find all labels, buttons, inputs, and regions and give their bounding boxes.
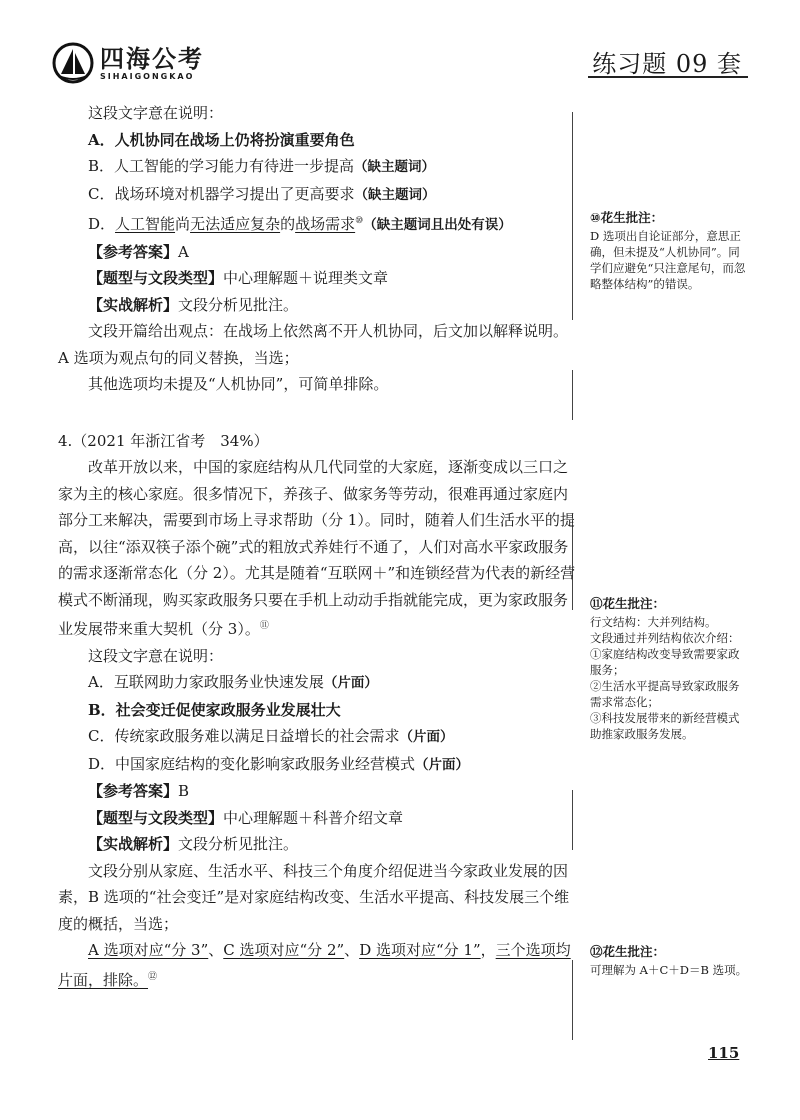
q3-option-c: C．战场环境对机器学习提出了更高要求（缺主题词） xyxy=(88,184,436,203)
side-note-11 xyxy=(590,596,750,742)
side-note-10 xyxy=(590,210,750,292)
q3-answer: 【参考答案】A xyxy=(88,242,189,261)
q4-answer: 【参考答案】B xyxy=(88,782,190,800)
header-rule xyxy=(588,76,748,78)
annotation-marker: ⑩ xyxy=(355,216,364,226)
side-note-text: ①家庭结构改变导致需要家政服务； xyxy=(590,647,740,677)
annotation-marker: ⑫ xyxy=(148,971,158,982)
q4-passage: 改革开放以来，中国的家庭结构从几代同堂的大家庭，逐渐变成以三口之家为主的核心家庭。很多情况下，养孩子、做家务等劳动，很难再通过家庭内部分工来解决，需要到市场上寻求帮助（分 1）。同时，随着人们生活水平的提高，以往“添双筷子添个碗”式的粗放式养娃行不通了，人们对高水平家政服务的需求逐渐常态化（分 2）。尤其是随着“互联网＋”和连锁经营为代表的新经营模式不断涌现，购买家政服务只要在手机上动动手指就能完成，更为家政服务业发展带来重大契机（分 3）。⑪ xyxy=(58,458,576,638)
q4-analysis-p1: 文段分别从家庭、生活水平、科技三个角度介绍促进当今家政业发展的因素，B 选项的“社会变迁”是对家庭结构改变、生活水平提高、科技发展三个维度的概括，当选； xyxy=(58,861,570,933)
q3-type: 【题型与文段类型】中心理解题＋说理类文章 xyxy=(88,269,389,287)
q3-option-a: A．人机协同在战场上仍将扮演重要角色 xyxy=(88,130,355,149)
q4-option-b: B．社会变迁促使家政服务业发展壮大 xyxy=(88,700,341,719)
logo-chinese-text: 四海公考 xyxy=(100,44,204,73)
page-number: 115 xyxy=(708,1044,740,1062)
q3-analysis-p2: A 选项为观点句的同义替换，当选； xyxy=(58,348,299,367)
side-note-title: ⑫花生批注： xyxy=(590,944,666,959)
annotation-marker: ⑪ xyxy=(259,621,269,631)
side-note-title: ⑪花生批注： xyxy=(590,596,666,611)
side-note-text: ③科技发展带来的新经营模式助推家政服务发展。 xyxy=(590,711,740,741)
side-note-text: 文段通过并列结构依次介绍： xyxy=(590,631,740,645)
main-column xyxy=(58,100,576,993)
q4-type: 【题型与文段类型】中心理解题＋科普介绍文章 xyxy=(88,808,404,827)
q3-analysis: 【实战解析】文段分析见批注。 xyxy=(88,295,299,314)
side-note-text: D 选项出自论证部分，意思正确，但未提及“人机协同”。同学们应避免“只注意尾句，而忽略整体结构”的错误。 xyxy=(590,229,746,291)
q3-option-b: B．人工智能的学习能力有待进一步提高（缺主题词） xyxy=(88,157,436,175)
side-note-text: ②生活水平提高导致家政服务需求常态化； xyxy=(590,679,740,709)
q3-analysis-p3: 其他选项均未提及“人机协同”，可简单排除。 xyxy=(88,375,389,393)
side-note-12 xyxy=(590,944,750,978)
q4-stem: 这段文字意在说明： xyxy=(88,646,224,665)
logo-english-text: SIHAIGONGKAO xyxy=(100,71,195,81)
q3-analysis-p1: 文段开篇给出观点：在战场上依然离不开人机协同，后文加以解释说明。 xyxy=(88,322,569,340)
q4-option-c: C．传统家政服务难以满足日益增长的社会需求（片面） xyxy=(88,727,454,745)
q3-stem: 这段文字意在说明： xyxy=(88,104,224,122)
side-note-text: 行文结构：大并列结构。 xyxy=(590,615,717,629)
q4-option-d: D．中国家庭结构的变化影响家政服务业经营模式（片面） xyxy=(88,754,470,773)
sailboat-logo-icon xyxy=(52,42,94,84)
q4-header: 4.（2021 年浙江省考 34%） xyxy=(58,431,269,450)
exercise-set-title: 练习题 09 套 xyxy=(592,50,742,78)
q4-analysis: 【实战解析】文段分析见批注。 xyxy=(88,835,299,853)
side-note-text: 可理解为 A＋C＋D＝B 选项。 xyxy=(590,963,748,977)
q4-analysis-p2: A 选项对应“分 3”、C 选项对应“分 2”、D 选项对应“分 1”，三个选项均片面，排除。⑫ xyxy=(58,941,571,989)
q4-option-a: A．互联网助力家政服务业快速发展（片面） xyxy=(88,673,378,691)
brand-logo xyxy=(52,42,204,84)
q3-option-d: D．人工智能尚无法适应复杂的战场需求⑩（缺主题词且出处有误） xyxy=(88,215,512,233)
side-note-title: ⑩花生批注： xyxy=(590,210,664,225)
